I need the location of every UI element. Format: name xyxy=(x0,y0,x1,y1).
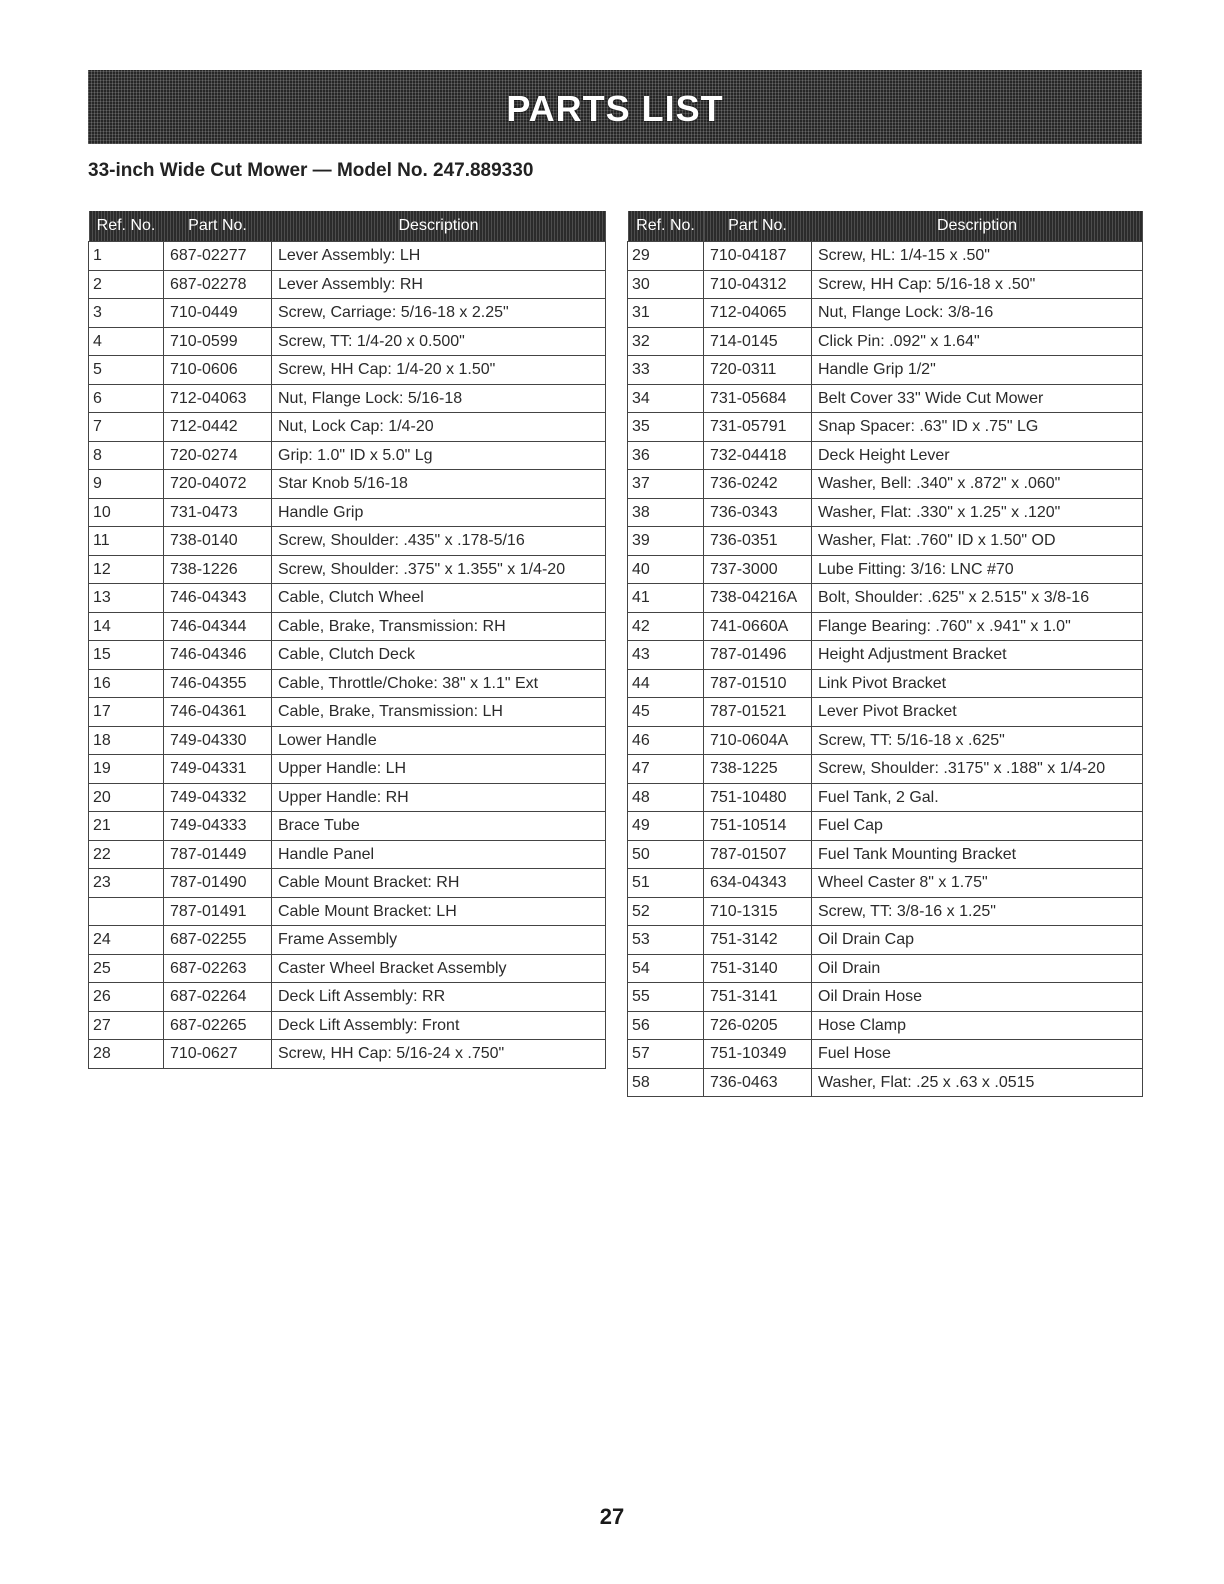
table-row xyxy=(89,270,606,299)
part-number-cell: 751-10480 xyxy=(704,783,812,812)
description-cell: Screw, Shoulder: .3175" x .188" x 1/4-20 xyxy=(812,755,1143,784)
description-cell: Lever Pivot Bracket xyxy=(812,698,1143,727)
part-number-cell: 787-01521 xyxy=(704,698,812,727)
description-cell: Oil Drain Hose xyxy=(812,983,1143,1012)
ref-cell: 15 xyxy=(89,641,164,670)
description-cell: Deck Lift Assembly: Front xyxy=(272,1011,606,1040)
part-number-cell: 712-04063 xyxy=(164,384,272,413)
table-row xyxy=(628,897,1143,926)
description-cell: Grip: 1.0" ID x 5.0" Lg xyxy=(272,441,606,470)
description-cell: Fuel Cap xyxy=(812,812,1143,841)
part-number-cell: 751-3140 xyxy=(704,954,812,983)
table-row xyxy=(89,413,606,442)
parts-table-left xyxy=(88,211,606,1069)
description-cell: Screw, TT: 1/4-20 x 0.500" xyxy=(272,327,606,356)
table-row xyxy=(628,441,1143,470)
column-header-part: Part No. xyxy=(704,211,812,242)
ref-cell: 19 xyxy=(89,755,164,784)
ref-cell: 11 xyxy=(89,527,164,556)
description-cell: Lube Fitting: 3/16: LNC #70 xyxy=(812,555,1143,584)
table-row xyxy=(628,669,1143,698)
description-cell: Washer, Flat: .760" ID x 1.50" OD xyxy=(812,527,1143,556)
ref-cell: 53 xyxy=(628,926,704,955)
part-number-cell: 738-1225 xyxy=(704,755,812,784)
part-number-cell: 746-04343 xyxy=(164,584,272,613)
description-cell: Screw, HH Cap: 5/16-24 x .750" xyxy=(272,1040,606,1069)
part-number-cell: 720-0274 xyxy=(164,441,272,470)
table-row xyxy=(628,840,1143,869)
table-row xyxy=(628,242,1143,271)
part-number-cell: 749-04333 xyxy=(164,812,272,841)
table-row xyxy=(628,327,1143,356)
part-number-cell: 731-0473 xyxy=(164,498,272,527)
banner-title: PARTS LIST xyxy=(506,88,724,129)
part-number-cell: 687-02255 xyxy=(164,926,272,955)
ref-cell: 9 xyxy=(89,470,164,499)
ref-cell: 8 xyxy=(89,441,164,470)
table-row xyxy=(628,755,1143,784)
ref-cell: 51 xyxy=(628,869,704,898)
ref-cell: 18 xyxy=(89,726,164,755)
table-row xyxy=(628,869,1143,898)
ref-cell: 16 xyxy=(89,669,164,698)
table-row xyxy=(628,299,1143,328)
description-cell: Washer, Flat: .25 x .63 x .0515 xyxy=(812,1068,1143,1097)
part-number-cell: 738-0140 xyxy=(164,527,272,556)
part-number-cell: 787-01449 xyxy=(164,840,272,869)
table-row xyxy=(89,812,606,841)
part-number-cell: 710-0627 xyxy=(164,1040,272,1069)
description-cell: Oil Drain xyxy=(812,954,1143,983)
table-row xyxy=(89,470,606,499)
table-row xyxy=(89,954,606,983)
part-number-cell: 710-1315 xyxy=(704,897,812,926)
ref-cell: 54 xyxy=(628,954,704,983)
ref-cell: 29 xyxy=(628,242,704,271)
description-cell: Screw, Carriage: 5/16-18 x 2.25" xyxy=(272,299,606,328)
description-cell: Star Knob 5/16-18 xyxy=(272,470,606,499)
part-number-cell: 726-0205 xyxy=(704,1011,812,1040)
part-number-cell: 712-04065 xyxy=(704,299,812,328)
table-row xyxy=(89,441,606,470)
table-row xyxy=(89,384,606,413)
ref-cell: 42 xyxy=(628,612,704,641)
table-row xyxy=(89,926,606,955)
table-row xyxy=(628,498,1143,527)
part-number-cell: 710-04187 xyxy=(704,242,812,271)
part-number-cell: 787-01507 xyxy=(704,840,812,869)
table-row xyxy=(628,413,1143,442)
description-cell: Wheel Caster 8" x 1.75" xyxy=(812,869,1143,898)
parts-list-banner xyxy=(88,70,1142,144)
table-row xyxy=(628,1068,1143,1097)
description-cell: Deck Lift Assembly: RR xyxy=(272,983,606,1012)
part-number-cell: 787-01490 xyxy=(164,869,272,898)
part-number-cell: 687-02277 xyxy=(164,242,272,271)
column-header-ref: Ref. No. xyxy=(89,211,164,242)
description-cell: Nut, Flange Lock: 3/8-16 xyxy=(812,299,1143,328)
table-row xyxy=(628,698,1143,727)
part-number-cell: 712-0442 xyxy=(164,413,272,442)
description-cell: Caster Wheel Bracket Assembly xyxy=(272,954,606,983)
table-row xyxy=(89,698,606,727)
ref-cell: 44 xyxy=(628,669,704,698)
part-number-cell: 749-04332 xyxy=(164,783,272,812)
table-row xyxy=(628,641,1143,670)
ref-cell: 28 xyxy=(89,1040,164,1069)
table-row xyxy=(628,926,1143,955)
table-row xyxy=(628,1011,1143,1040)
description-cell: Cable, Throttle/Choke: 38" x 1.1" Ext xyxy=(272,669,606,698)
description-cell: Cable, Clutch Deck xyxy=(272,641,606,670)
table-row xyxy=(89,527,606,556)
description-cell: Fuel Tank, 2 Gal. xyxy=(812,783,1143,812)
ref-cell: 5 xyxy=(89,356,164,385)
description-cell: Flange Bearing: .760" x .941" x 1.0" xyxy=(812,612,1143,641)
ref-cell: 25 xyxy=(89,954,164,983)
ref-cell: 43 xyxy=(628,641,704,670)
table-row xyxy=(628,812,1143,841)
table-row xyxy=(628,612,1143,641)
part-number-cell: 687-02264 xyxy=(164,983,272,1012)
ref-cell: 30 xyxy=(628,270,704,299)
description-cell: Washer, Bell: .340" x .872" x .060" xyxy=(812,470,1143,499)
model-subtitle: 33-inch Wide Cut Mower — Model No. 247.889330 xyxy=(88,160,534,181)
table-row xyxy=(628,555,1143,584)
ref-cell: 24 xyxy=(89,926,164,955)
description-cell: Fuel Hose xyxy=(812,1040,1143,1069)
ref-cell: 56 xyxy=(628,1011,704,1040)
description-cell: Upper Handle: LH xyxy=(272,755,606,784)
description-cell: Screw, Shoulder: .435" x .178-5/16 xyxy=(272,527,606,556)
table-row xyxy=(89,327,606,356)
table-row xyxy=(628,983,1143,1012)
ref-cell: 58 xyxy=(628,1068,704,1097)
ref-cell: 4 xyxy=(89,327,164,356)
part-number-cell: 741-0660A xyxy=(704,612,812,641)
ref-cell: 27 xyxy=(89,1011,164,1040)
table-row xyxy=(628,470,1143,499)
part-number-cell: 751-10349 xyxy=(704,1040,812,1069)
ref-cell xyxy=(89,897,164,926)
description-cell: Screw, HH Cap: 5/16-18 x .50" xyxy=(812,270,1143,299)
table-row xyxy=(89,783,606,812)
table-row xyxy=(89,983,606,1012)
ref-cell: 20 xyxy=(89,783,164,812)
part-number-cell: 751-3142 xyxy=(704,926,812,955)
ref-cell: 33 xyxy=(628,356,704,385)
ref-cell: 52 xyxy=(628,897,704,926)
ref-cell: 26 xyxy=(89,983,164,1012)
description-cell: Height Adjustment Bracket xyxy=(812,641,1143,670)
ref-cell: 7 xyxy=(89,413,164,442)
ref-cell: 57 xyxy=(628,1040,704,1069)
description-cell: Screw, HH Cap: 1/4-20 x 1.50" xyxy=(272,356,606,385)
table-row xyxy=(89,1040,606,1069)
description-cell: Link Pivot Bracket xyxy=(812,669,1143,698)
description-cell: Handle Grip 1/2" xyxy=(812,356,1143,385)
table-row xyxy=(628,954,1143,983)
description-cell: Upper Handle: RH xyxy=(272,783,606,812)
part-number-cell: 714-0145 xyxy=(704,327,812,356)
ref-cell: 49 xyxy=(628,812,704,841)
column-header-part: Part No. xyxy=(164,211,272,242)
description-cell: Oil Drain Cap xyxy=(812,926,1143,955)
description-cell: Lower Handle xyxy=(272,726,606,755)
part-number-cell: 634-04343 xyxy=(704,869,812,898)
description-cell: Belt Cover 33" Wide Cut Mower xyxy=(812,384,1143,413)
part-number-cell: 687-02265 xyxy=(164,1011,272,1040)
ref-cell: 10 xyxy=(89,498,164,527)
ref-cell: 22 xyxy=(89,840,164,869)
part-number-cell: 787-01491 xyxy=(164,897,272,926)
ref-cell: 39 xyxy=(628,527,704,556)
part-number-cell: 751-3141 xyxy=(704,983,812,1012)
ref-cell: 45 xyxy=(628,698,704,727)
table-row xyxy=(89,726,606,755)
parts-table-right-body xyxy=(628,242,1143,1097)
table-row xyxy=(628,584,1143,613)
part-number-cell: 687-02263 xyxy=(164,954,272,983)
description-cell: Handle Grip xyxy=(272,498,606,527)
ref-cell: 31 xyxy=(628,299,704,328)
table-row xyxy=(89,669,606,698)
ref-cell: 32 xyxy=(628,327,704,356)
part-number-cell: 710-0449 xyxy=(164,299,272,328)
table-row xyxy=(89,1011,606,1040)
description-cell: Handle Panel xyxy=(272,840,606,869)
ref-cell: 37 xyxy=(628,470,704,499)
part-number-cell: 731-05791 xyxy=(704,413,812,442)
parts-table-left-body xyxy=(89,242,606,1069)
part-number-cell: 749-04330 xyxy=(164,726,272,755)
part-number-cell: 736-0351 xyxy=(704,527,812,556)
table-row xyxy=(628,270,1143,299)
description-cell: Cable, Brake, Transmission: LH xyxy=(272,698,606,727)
table-row xyxy=(89,641,606,670)
description-cell: Cable Mount Bracket: LH xyxy=(272,897,606,926)
table-header-row xyxy=(89,211,606,242)
table-row xyxy=(89,498,606,527)
description-cell: Cable, Brake, Transmission: RH xyxy=(272,612,606,641)
table-row xyxy=(89,840,606,869)
table-row xyxy=(628,527,1143,556)
part-number-cell: 720-04072 xyxy=(164,470,272,499)
table-row xyxy=(89,612,606,641)
description-cell: Washer, Flat: .330" x 1.25" x .120" xyxy=(812,498,1143,527)
part-number-cell: 736-0343 xyxy=(704,498,812,527)
description-cell: Lever Assembly: LH xyxy=(272,242,606,271)
ref-cell: 2 xyxy=(89,270,164,299)
column-header-description: Description xyxy=(272,211,606,242)
part-number-cell: 687-02278 xyxy=(164,270,272,299)
description-cell: Screw, HL: 1/4-15 x .50" xyxy=(812,242,1143,271)
ref-cell: 21 xyxy=(89,812,164,841)
part-number-cell: 787-01496 xyxy=(704,641,812,670)
ref-cell: 46 xyxy=(628,726,704,755)
ref-cell: 3 xyxy=(89,299,164,328)
description-cell: Click Pin: .092" x 1.64" xyxy=(812,327,1143,356)
table-row xyxy=(89,356,606,385)
table-header-row xyxy=(628,211,1143,242)
part-number-cell: 737-3000 xyxy=(704,555,812,584)
description-cell: Bolt, Shoulder: .625" x 2.515" x 3/8-16 xyxy=(812,584,1143,613)
part-number-cell: 710-0606 xyxy=(164,356,272,385)
ref-cell: 50 xyxy=(628,840,704,869)
table-row xyxy=(89,242,606,271)
ref-cell: 38 xyxy=(628,498,704,527)
parts-table-right xyxy=(627,211,1143,1097)
description-cell: Screw, Shoulder: .375" x 1.355" x 1/4-20 xyxy=(272,555,606,584)
ref-cell: 12 xyxy=(89,555,164,584)
table-row xyxy=(628,1040,1143,1069)
ref-cell: 36 xyxy=(628,441,704,470)
ref-cell: 1 xyxy=(89,242,164,271)
table-row xyxy=(89,555,606,584)
ref-cell: 34 xyxy=(628,384,704,413)
table-row xyxy=(628,384,1143,413)
part-number-cell: 732-04418 xyxy=(704,441,812,470)
table-row xyxy=(628,356,1143,385)
description-cell: Lever Assembly: RH xyxy=(272,270,606,299)
ref-cell: 55 xyxy=(628,983,704,1012)
column-header-description: Description xyxy=(812,211,1143,242)
table-row xyxy=(628,783,1143,812)
table-row xyxy=(89,869,606,898)
ref-cell: 41 xyxy=(628,584,704,613)
table-row xyxy=(89,584,606,613)
description-cell: Screw, TT: 3/8-16 x 1.25" xyxy=(812,897,1143,926)
part-number-cell: 749-04331 xyxy=(164,755,272,784)
table-row xyxy=(89,299,606,328)
ref-cell: 40 xyxy=(628,555,704,584)
part-number-cell: 731-05684 xyxy=(704,384,812,413)
part-number-cell: 746-04361 xyxy=(164,698,272,727)
part-number-cell: 746-04355 xyxy=(164,669,272,698)
part-number-cell: 746-04344 xyxy=(164,612,272,641)
table-row xyxy=(89,755,606,784)
description-cell: Cable, Clutch Wheel xyxy=(272,584,606,613)
description-cell: Brace Tube xyxy=(272,812,606,841)
description-cell: Nut, Flange Lock: 5/16-18 xyxy=(272,384,606,413)
part-number-cell: 710-04312 xyxy=(704,270,812,299)
ref-cell: 47 xyxy=(628,755,704,784)
page-number: 27 xyxy=(599,1504,625,1529)
ref-cell: 23 xyxy=(89,869,164,898)
part-number-cell: 720-0311 xyxy=(704,356,812,385)
description-cell: Fuel Tank Mounting Bracket xyxy=(812,840,1143,869)
part-number-cell: 738-1226 xyxy=(164,555,272,584)
part-number-cell: 738-04216A xyxy=(704,584,812,613)
table-row xyxy=(89,897,606,926)
description-cell: Frame Assembly xyxy=(272,926,606,955)
description-cell: Deck Height Lever xyxy=(812,441,1143,470)
ref-cell: 6 xyxy=(89,384,164,413)
ref-cell: 17 xyxy=(89,698,164,727)
description-cell: Nut, Lock Cap: 1/4-20 xyxy=(272,413,606,442)
part-number-cell: 710-0604A xyxy=(704,726,812,755)
description-cell: Screw, TT: 5/16-18 x .625" xyxy=(812,726,1143,755)
part-number-cell: 751-10514 xyxy=(704,812,812,841)
part-number-cell: 746-04346 xyxy=(164,641,272,670)
description-cell: Snap Spacer: .63" ID x .75" LG xyxy=(812,413,1143,442)
part-number-cell: 736-0242 xyxy=(704,470,812,499)
part-number-cell: 710-0599 xyxy=(164,327,272,356)
part-number-cell: 787-01510 xyxy=(704,669,812,698)
ref-cell: 48 xyxy=(628,783,704,812)
part-number-cell: 736-0463 xyxy=(704,1068,812,1097)
ref-cell: 14 xyxy=(89,612,164,641)
column-header-ref: Ref. No. xyxy=(628,211,704,242)
ref-cell: 35 xyxy=(628,413,704,442)
table-row xyxy=(628,726,1143,755)
description-cell: Hose Clamp xyxy=(812,1011,1143,1040)
description-cell: Cable Mount Bracket: RH xyxy=(272,869,606,898)
ref-cell: 13 xyxy=(89,584,164,613)
